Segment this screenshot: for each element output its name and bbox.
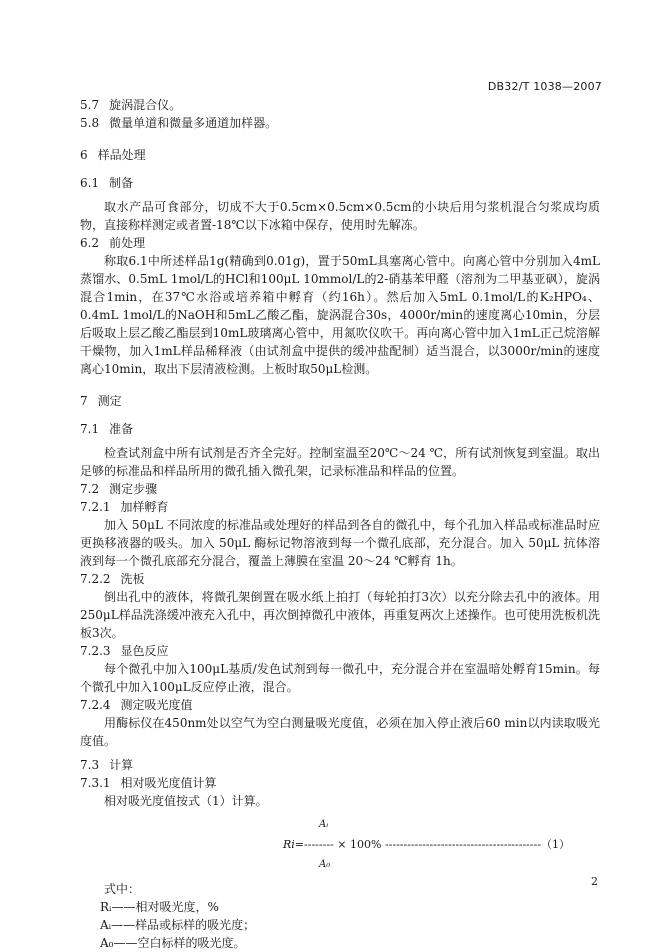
formula-numerator: Aᵢ [319,819,329,830]
formula-definitions [80,880,600,952]
formula-1 [80,812,600,880]
formula-label: （1） [541,838,571,851]
section-7-2-3-text: 每个微孔中加入100μL基质/发色试剂到每一微孔中，充分混合并在室温暗处孵育15min。每个微孔中加入100μL反应停止液，混合。 [80,662,600,694]
section-6-heading: 6 样品处理 [80,148,146,162]
section-7-2-1-heading: 7.2.1 加样孵育 [80,500,169,514]
section-5-8: 5.8 微量单道和微量多通道加样器。 [80,116,278,130]
formula-rhs: × 100% [337,838,382,851]
page-number: 2 [591,875,598,888]
definitions-intro: 式中： [104,882,141,896]
section-7-2-heading: 7.2 测定步骤 [80,482,158,496]
section-7-2-3-heading: 7.2.3 显色反应 [80,644,169,658]
section-7-3-1-heading: 7.3.1 相对吸光度值计算 [80,776,217,790]
section-7-3-1-text: 相对吸光度值按式（1）计算。 [104,794,268,808]
section-7-1-heading: 7.1 准备 [80,422,134,436]
section-6-2-heading: 6.2 前处理 [80,236,146,250]
definition-item: Rᵢ——相对吸光度，% [100,900,219,914]
section-7-2-4-heading: 7.2.4 测定吸光度值 [80,698,193,712]
section-6-1-heading: 6.1 制备 [80,176,134,190]
formula-line [283,836,570,854]
section-7-2-4-text: 用酶标仪在450nm处以空气为空白测量吸光度值，必须在加入停止液后60 min以内读取吸光度值。 [80,716,600,748]
section-6-1-text: 取水产品可食部分，切成不大于0.5cm×0.5cm×0.5cm的小块后用匀浆机混合匀浆成均质物，直接称样测定或者置-18℃以下冰箱中保存，使用时先解冻。 [80,200,600,232]
section-5-7: 5.7 旋涡混合仪。 [80,98,182,112]
section-7-heading: 7 测定 [80,394,122,408]
definition-item: Aᵢ——样品或标样的吸光度； [100,918,256,932]
formula-denominator: A₀ [319,859,331,870]
section-7-2-2-heading: 7.2.2 洗板 [80,572,145,586]
section-7-1-text: 检查试剂盒中所有试剂是否齐全完好。控制室温至20℃～24 ℃，所有试剂恢复到室温。取出足够的标准品和样品所用的微孔插入微孔架，记录标准品和样品的位置。 [80,446,600,478]
section-7-3-heading: 7.3 计算 [80,758,134,772]
section-7-2-1-text: 加入 50μL 不同浓度的标准品或处理好的样品到各自的微孔中，每个孔加入样品或标准品时应更换移液器的吸头。加入 50μL 酶标记物溶液到每一个微孔底部，充分混合。加入 50μL 抗体溶液到每一个微孔底部充分混合，覆盖上薄膜在室温 20～24 ℃孵育 1h。 [80,518,600,568]
formula-leader: ------------------------------------------ [384,838,542,851]
formula-lhs: Ri= [283,838,305,851]
section-6-2-text: 称取6.1中所述样品1g(精确到0.01g)，置于50mL具塞离心管中。向离心管中分别加入4mL蒸馏水、0.5mL 1mol/L的HCl和100μL 10mmol/L的2-硝基苯甲醛（溶剂为二甲基亚砜），旋涡混合1min，在37℃水浴或培养箱中孵育（约16h）。然后加入5mL 0.1mol/L的K₂HPO₄、0.4mL 1mol/L的NaOH和5mL乙酸乙酯，旋涡混合30s，4000r/min的速度离心10min，分层后吸取上层乙酸乙酯层到10mL玻璃离心管中，用氮吹仪吹干。再向离心管中加入1mL正己烷溶解干燥物，加入1mL样品稀释液（由试剂盒中提供的缓冲盐配制）适当混合，以3000r/min的速度离心10min，取出下层清液检测。上板时取50μL检测。 [80,254,600,376]
formula-fraction-bar: -------- [304,838,334,851]
doc-code: DB32/T 1038—2007 [487,80,602,93]
document-body [80,96,600,952]
section-7-2-2-text: 倒出孔中的液体，将微孔架倒置在吸水纸上拍打（每轮拍打3次）以充分除去孔中的液体。用250μL样品洗涤缓冲液充入孔中，再次倒掉微孔中液体，再重复两次上述操作。也可使用洗板机洗板3次。 [80,590,600,640]
definition-item: A₀——空白标样的吸光度。 [100,936,246,950]
